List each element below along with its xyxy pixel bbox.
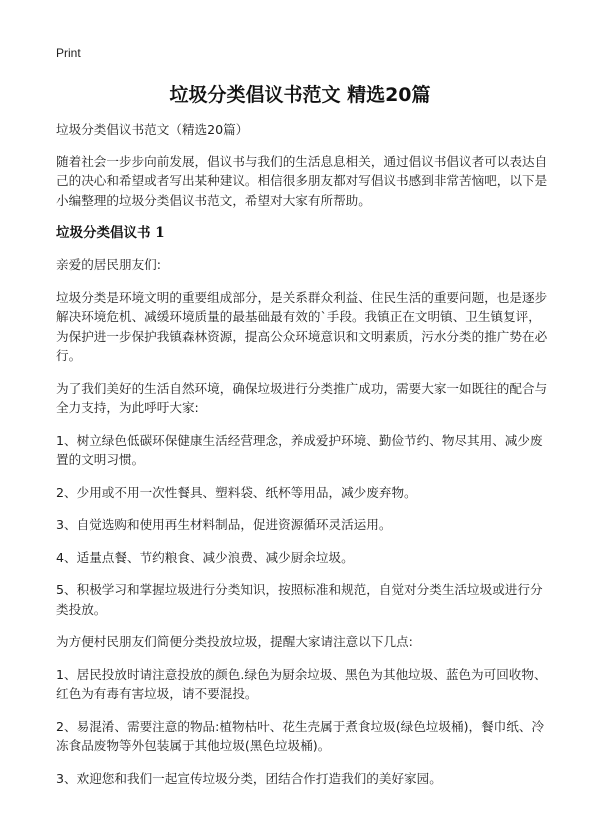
appeal-list	[56, 431, 550, 620]
print-link[interactable]: Print	[56, 46, 81, 60]
body-paragraph-3: 为方便村民朋友们简便分类投放垃圾，提醒大家请注意以下几点:	[56, 634, 413, 649]
list-item: 3、欢迎您和我们一起宣传垃圾分类，团结合作打造我们的美好家园。	[56, 770, 442, 786]
list-item: 2、易混淆、需要注意的物品:植物枯叶、花生壳属于煮食垃圾(绿色垃圾桶)，餐巾纸、冷冻食品废物等外包装属于其他垃圾(黑色垃圾桶)。	[56, 718, 545, 753]
list-item: 4、适量点餐、节约粮食、减少浪费、减少厨余垃圾。	[56, 549, 354, 565]
notice-list	[56, 665, 550, 789]
section-heading: 垃圾分类倡议书 1	[56, 225, 165, 241]
list-item: 1、居民投放时请注意投放的颜色.绿色为厨余垃圾、黑色为其他垃圾、蓝色为可回收物、红色为有毒有害垃圾，请不要混投。	[56, 666, 547, 701]
list-item: 2、少用或不用一次性餐具、塑料袋、纸杯等用品，减少废弃物。	[56, 484, 417, 500]
list-item: 1、树立绿色低碳环保健康生活经营理念，养成爱护环境、勤俭节约、物尽其用、减少废置的文明习惯。	[56, 432, 543, 467]
list-item: 3、自觉选购和使用再生材料制品，促进资源循环灵活运用。	[56, 517, 392, 532]
page-title: 垃圾分类倡议书范文 精选20篇	[169, 84, 431, 106]
greeting: 亲爱的居民朋友们:	[56, 257, 161, 272]
document-subtitle: 垃圾分类倡议书范文（精选20篇）	[56, 122, 249, 137]
list-item: 5、积极学习和掌握垃圾进行分类知识，按照标准和规范，自觉对分类生活垃圾或进行分类投放。	[56, 582, 543, 617]
body-paragraph-2: 为了我们美好的生活自然环境，确保垃圾进行分类推广成功，需要大家一如既往的配合与全力支持，为此呼吁大家:	[56, 380, 548, 415]
body-paragraph-1: 垃圾分类是环境文明的重要组成部分，是关系群众利益、住民生活的重要问题，也是逐步解决环境危机、减缓环境质量的最基础最有效的`手段。我镇正在文明镇、卫生镇复评，为保护进一步保护我镇森林资源，提高公众环境意识和文明素质，污水分类的推广势在必行。	[56, 289, 548, 363]
document-body	[56, 120, 550, 801]
intro-paragraph: 随着社会一步步向前发展，倡议书与我们的生活息息相关，通过倡议书倡议者可以表达自己的决心和希望或者写出某种建议。相信很多朋友都对写倡议书感到非常苦恼吧，以下是小编整理的垃圾分类倡议书范文，希望对大家有所帮助。	[56, 153, 548, 208]
